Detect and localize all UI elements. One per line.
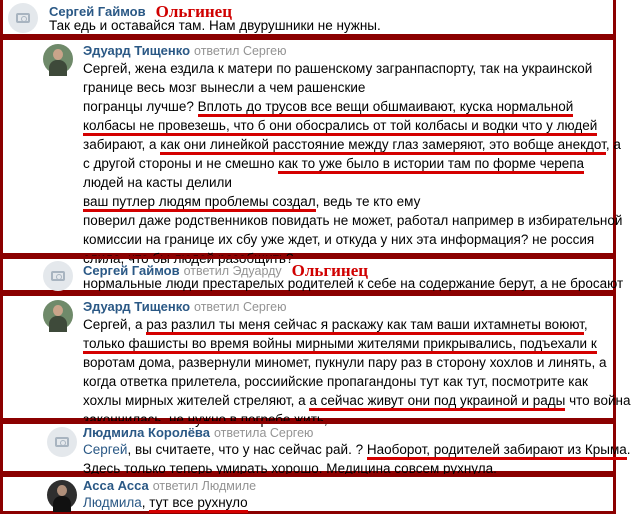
text-segment: Так едь и оставайся там. Нам двурушники не нужны. <box>49 18 381 33</box>
red-underline-highlight: только фашисты во время войны мирными жителями прикрывались, подъехали к <box>83 336 597 354</box>
comment-text <box>83 440 631 478</box>
text-segment: поверил даже родственников повидать не может, работал например в избирательной <box>83 213 623 228</box>
text-segment: когда ответка прилетела, россиийские пропагандоны тут как тут, посмотрите как <box>83 374 588 389</box>
camera-placeholder-icon[interactable] <box>43 261 73 291</box>
mention-link[interactable]: Сергей <box>83 442 128 457</box>
text-line <box>83 173 622 192</box>
comment-text <box>83 59 622 268</box>
red-underline-highlight: а сейчас живут они под украиной и рады <box>309 393 565 411</box>
red-underline-highlight: раз разлил ты меня сейчас я раскажу как там ваши ихтамнеты воюют <box>146 317 584 335</box>
text-segment: людей на касты делили <box>83 175 232 190</box>
text-line <box>83 211 622 230</box>
text-segment: . <box>626 442 631 457</box>
text-line <box>83 353 630 372</box>
text-line <box>49 16 381 35</box>
text-line <box>83 493 248 512</box>
red-underline-highlight: Наоборот, родителей забирают из Крыма <box>367 442 627 460</box>
text-line <box>83 315 630 334</box>
author-name[interactable]: Асса Асса <box>83 478 149 493</box>
user-avatar[interactable] <box>47 480 77 510</box>
text-segment: что война <box>565 393 631 408</box>
comment-3 <box>0 256 624 293</box>
text-line <box>83 116 622 135</box>
author-name[interactable]: Сергей Гаймов <box>83 263 180 278</box>
text-segment: , <box>141 495 150 510</box>
comment-2 <box>0 37 623 266</box>
user-avatar[interactable] <box>43 44 73 74</box>
text-segment: , вы считаете, что у нас сейчас рай. ? <box>127 442 367 457</box>
text-segment: , ведь те кто ему <box>315 194 421 209</box>
text-line <box>83 440 631 459</box>
text-line <box>83 78 622 97</box>
comment-1 <box>0 0 616 37</box>
text-line <box>83 59 622 78</box>
text-segment: Здесь только теперь умирать хорошо. Медицина совсем рухнула. <box>83 461 497 476</box>
text-segment: Сергей, а <box>83 317 147 332</box>
red-underline-highlight: колбасы не провезешь, что б они обосрались от той колбасы и водки что у людей <box>83 118 597 136</box>
text-line <box>83 334 630 353</box>
author-name[interactable]: Эдуард Тищенко <box>83 43 191 58</box>
text-segment: Сергей, жена ездила к матери по рашенскому загранпаспорту, так на украинской <box>83 61 593 76</box>
text-segment: , <box>583 317 588 332</box>
reply-to-link[interactable]: ответила Сергею <box>214 426 314 440</box>
red-underline-highlight: ваш путлер людям проблемы создал <box>83 194 316 212</box>
red-underline-highlight: как они линейкой расстояние между глаз замеряют, это вобще анекдот <box>160 137 606 155</box>
red-annotation-tag: Ольгинец <box>291 261 369 280</box>
text-line <box>83 274 623 293</box>
author-name[interactable]: Эдуард Тищенко <box>83 299 191 314</box>
red-underline-highlight: как то уже было в истории там по форме черепа <box>278 156 584 174</box>
reply-to-link[interactable]: ответил Сергею <box>194 300 287 314</box>
text-line <box>83 230 622 249</box>
comment-6 <box>0 474 616 514</box>
author-name[interactable]: Сергей Гаймов <box>49 4 146 19</box>
text-segment: воротам дома, развернули миномет, пукнули пару раз в сторону хохлов и линять, а <box>83 355 607 370</box>
reply-to-link[interactable]: ответил Сергею <box>194 44 287 58</box>
text-line <box>83 391 630 410</box>
comment-text <box>49 16 381 35</box>
text-segment: границе весь мозг вынесли а чем рашенские <box>83 80 366 95</box>
text-line <box>83 372 630 391</box>
text-segment: погранцы лучше? <box>83 99 198 114</box>
text-segment: , а <box>605 137 621 152</box>
text-segment: нормальные люди престарелых родителей к себе на содержание берут, а не бросают <box>83 276 624 291</box>
author-name[interactable]: Людмила Королёва <box>83 425 210 440</box>
camera-placeholder-icon[interactable] <box>47 427 77 457</box>
text-segment: закончилась. не нужно в погребе жить, <box>83 412 328 427</box>
text-segment: слила, что бы людей разобщить? <box>83 251 294 266</box>
red-underline-highlight: тут все рухнуло <box>149 495 247 513</box>
text-segment: забирают, а <box>83 137 161 152</box>
text-line <box>83 154 622 173</box>
text-segment: с другой стороны и не смешно <box>83 156 279 171</box>
reply-to-link[interactable]: ответил Эдуарду <box>183 264 282 278</box>
text-segment: комиссии на границе их сбу уже ждет, и откуда у них эта информация? не россия <box>83 232 595 247</box>
text-line <box>83 135 622 154</box>
text-segment: хохлы мирных жителей стреляют, а <box>83 393 310 408</box>
text-line <box>83 97 622 116</box>
comment-4 <box>0 293 631 427</box>
comment-5 <box>0 421 631 476</box>
red-annotation-tag: Ольгинец <box>155 2 233 21</box>
red-underline-highlight: Вплоть до трусов все вещи обшмаивают, куска нормальной <box>198 99 574 117</box>
comment-text <box>83 493 248 512</box>
camera-placeholder-icon[interactable] <box>8 3 38 33</box>
comment-text <box>83 315 630 429</box>
reply-to-link[interactable]: ответил Людмиле <box>152 479 257 493</box>
user-avatar[interactable] <box>43 300 73 330</box>
comment-text <box>83 274 623 293</box>
mention-link[interactable]: Людмила <box>83 495 142 510</box>
text-line <box>83 192 622 211</box>
